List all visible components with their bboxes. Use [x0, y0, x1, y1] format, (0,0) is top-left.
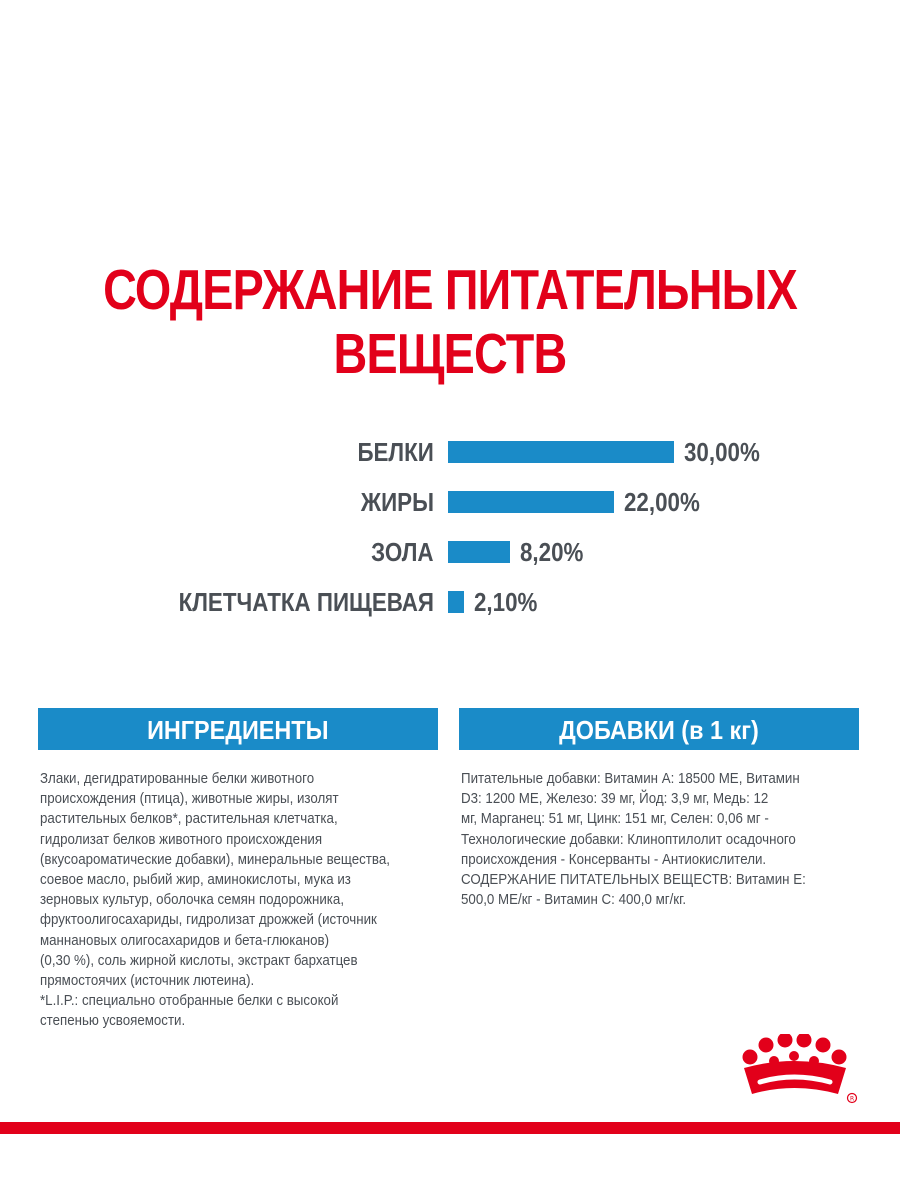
ingredients-text-line: зерновых культур, оболочка семян подорожника, [40, 892, 345, 909]
additives-text-line: происхождения - Консерванты - Антиокислители. [461, 851, 767, 868]
additives-text-line: СОДЕРЖАНИЕ ПИТАТЕЛЬНЫХ ВЕЩЕСТВ: Витамин Е: [461, 872, 806, 889]
ingredients-text-line: прямостоячих (источник лютеина). [40, 973, 255, 990]
nutrient-row [0, 532, 900, 572]
footer-line [0, 1122, 900, 1134]
additives-text-line: 500,0 МЕ/кг - Витамин С: 400,0 мг/кг. [461, 892, 687, 909]
nutrient-value: 8,20% [519, 537, 584, 567]
ingredients-header-label: ИНГРЕДИЕНТЫ [147, 715, 329, 745]
nutrient-label: ЗОЛА [371, 537, 434, 567]
ingredients-text [40, 769, 390, 1032]
additives-header-label: ДОБАВКИ (в 1 кг) [559, 715, 759, 745]
nutrient-bar [448, 491, 614, 513]
nutrient-value: 22,00% [623, 487, 700, 517]
additives-text-line: Питательные добавки: Витамин А: 18500 МЕ, Витамин [461, 771, 800, 787]
nutrient-row [0, 482, 900, 522]
ingredients-text-line: (вкусоароматические добавки), минеральные вещества, [40, 851, 390, 868]
ingredients-header [38, 708, 438, 750]
nutrient-bar [448, 591, 464, 613]
additives-text-line: мг, Марганец: 51 мг, Цинк: 151 мг, Селен: 0,06 мг - [461, 811, 769, 828]
ingredients-text-line: гидролизат белков животного происхождения [40, 831, 323, 848]
nutrient-label: ЖИРЫ [360, 487, 434, 517]
nutrient-value: 30,00% [684, 437, 760, 467]
nutrient-label: КЛЕТЧАТКА ПИЩЕВАЯ [178, 587, 434, 617]
nutrient-bar [448, 441, 674, 463]
ingredients-text-line: растительных белков*, растительная клетчатка, [40, 811, 338, 828]
ingredients-text-line: соевое масло, рыбий жир, аминокислоты, мука из [40, 872, 351, 889]
nutrient-row [0, 582, 900, 622]
additives-text-line: Технологические добавки: Клиноптилолит осадочного [461, 831, 796, 848]
nutrient-value: 2,10% [473, 587, 538, 617]
nutrient-bar [448, 541, 510, 563]
additives-text [461, 769, 806, 910]
page-title-line-2: ВЕЩЕСТВ [333, 322, 567, 386]
ingredients-text-line: происхождения (птица), животные жиры, изолят [40, 791, 339, 808]
additives-text-line: D3: 1200 МЕ, Железо: 39 мг, Йод: 3,9 мг, Медь: 12 [461, 791, 769, 808]
svg-text:R: R [850, 1095, 855, 1103]
ingredients-text-line: фруктоолигосахариды, гидролизат дрожжей (источник [40, 912, 377, 929]
ingredients-text-line: степенью усвояемости. [40, 1013, 186, 1030]
nutrient-label: БЕЛКИ [357, 437, 434, 467]
ingredients-text-line: маннановых олигосахаридов и бета-глюканов) [40, 932, 330, 949]
page-title [81, 258, 819, 386]
additives-header [459, 708, 859, 750]
ingredients-text-line: (0,30 %), соль жирной кислоты, экстракт бархатцев [40, 952, 358, 969]
page-title-line-1: СОДЕРЖАНИЕ ПИТАТЕЛЬНЫХ [103, 258, 797, 322]
ingredients-text-line: *L.I.P.: специально отобранные белки с высокой [40, 993, 339, 1010]
nutrient-row [0, 432, 900, 472]
crown-icon [738, 1034, 860, 1106]
ingredients-text-line: Злаки, дегидратированные белки животного [40, 771, 315, 787]
